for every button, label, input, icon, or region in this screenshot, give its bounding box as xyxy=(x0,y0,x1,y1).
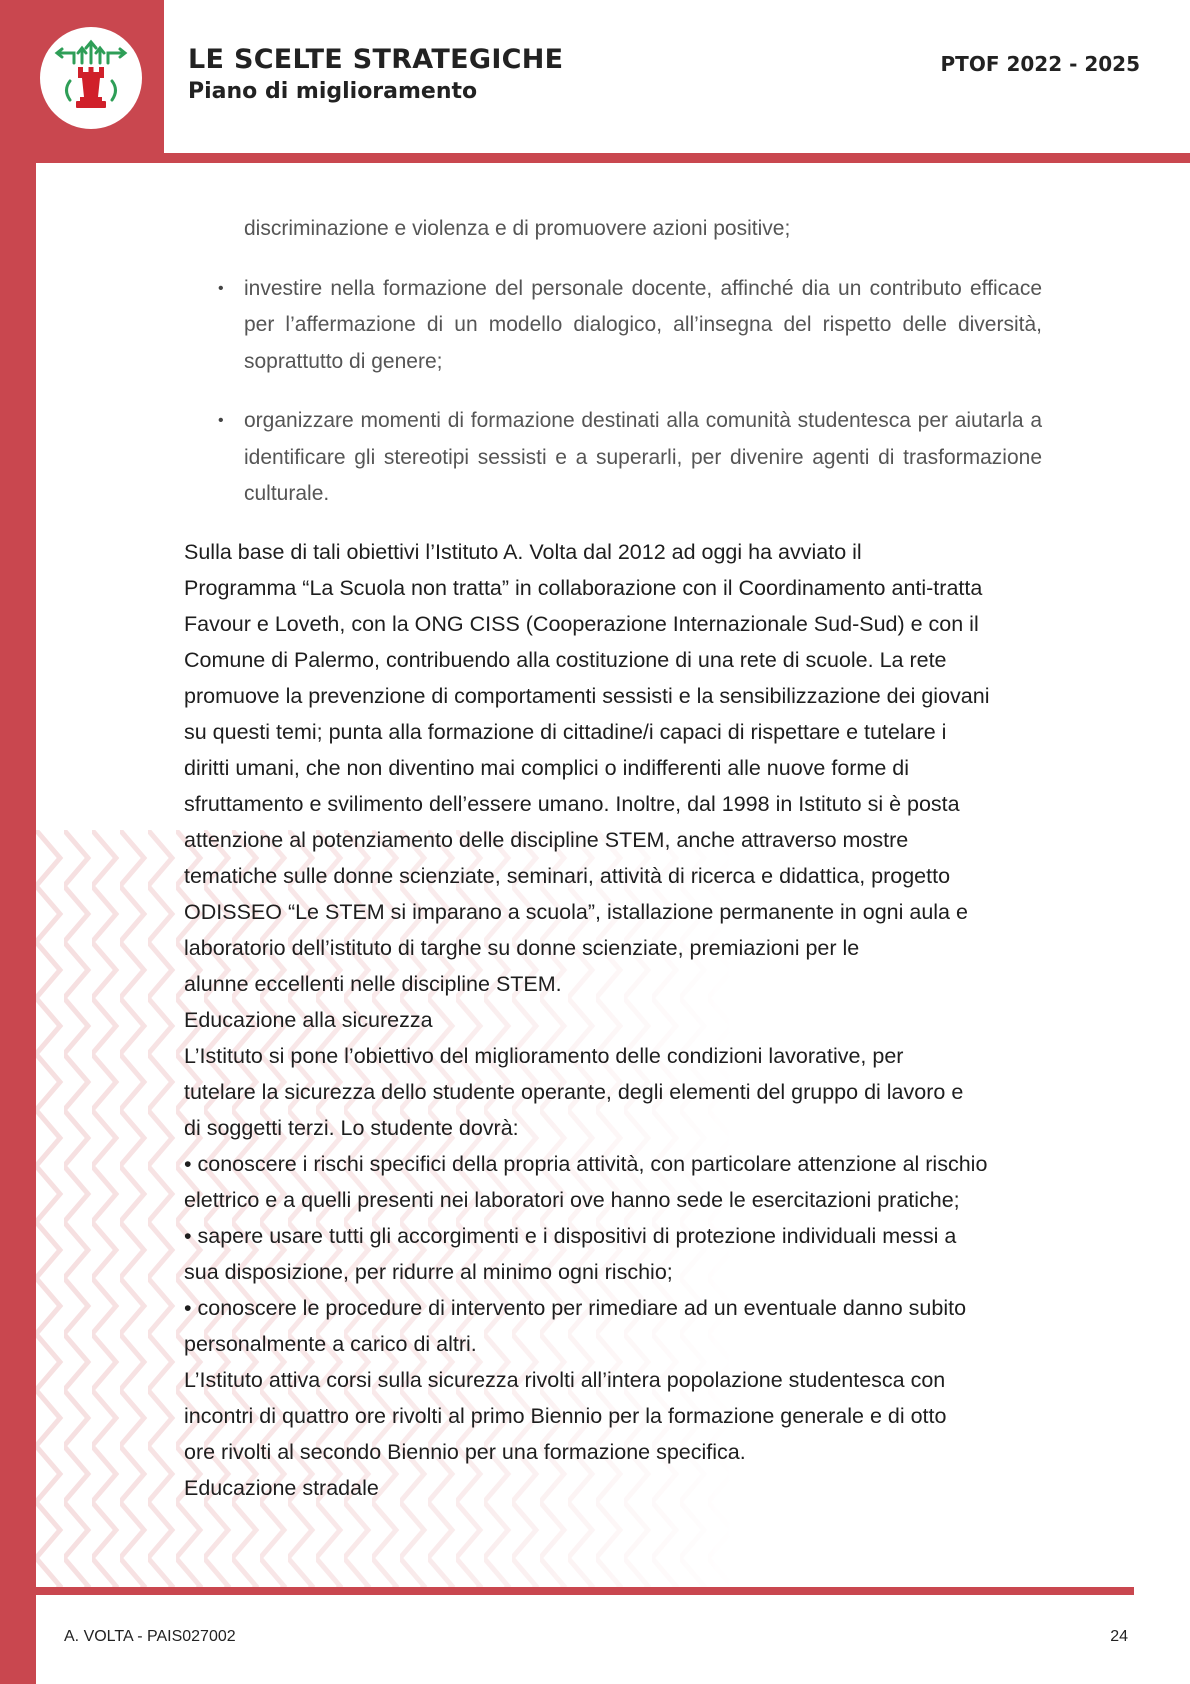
body-text xyxy=(184,534,1064,1506)
body-line: personalmente a carico di altri. xyxy=(184,1332,477,1356)
body-line: di soggetti terzi. Lo studente dovrà: xyxy=(184,1116,519,1140)
page-section-subtitle: Piano di miglioramento xyxy=(188,79,478,104)
body-line: laboratorio dell’istituto di targhe su donne scienziate, premiazioni per le xyxy=(184,936,860,960)
body-line: alunne eccellenti nelle discipline STEM. xyxy=(184,972,562,996)
body-line: diritti umani, che non diventino mai complici o indifferenti alle nuove forme di xyxy=(184,756,910,780)
body-line: sfruttamento e svilimento dell’essere umano. Inoltre, dal 1998 in Istituto si è posta xyxy=(184,792,960,816)
page-number: 24 xyxy=(1110,1628,1128,1645)
footer-divider xyxy=(36,1587,1134,1595)
body-line: L’Istituto attiva corsi sulla sicurezza rivolti all’intera popolazione studentesca con xyxy=(184,1368,946,1392)
body-line: sua disposizione, per ridurre al minimo ogni rischio; xyxy=(184,1260,673,1284)
bullet-continuation-text: discriminazione e violenza e di promuovere azioni positive; xyxy=(244,217,791,240)
body-line: ODISSEO “Le STEM si imparano a scuola”, istallazione permanente in ogni aula e xyxy=(184,900,968,924)
body-line: L’Istituto si pone l’obiettivo del miglioramento delle condizioni lavorative, per xyxy=(184,1044,904,1068)
body-line: tutelare la sicurezza dello studente operante, degli elementi del gruppo di lavoro e xyxy=(184,1080,964,1104)
list-item: • investire nella formazione del personale docente, affinché dia un contributo efficace per l’affermazione di un modello dialogico, all’insegna del rispetto delle diversità, soprattutto di genere; xyxy=(218,271,1042,381)
page-section-title: LE SCELTE STRATEGICHE xyxy=(188,44,564,75)
left-accent-band xyxy=(0,0,36,1684)
list-item: • organizzare momenti di formazione destinati alla comunità studentesca per aiutarla a identificare gli stereotipi sessisti e a superarli, per divenire agenti di trasformazione culturale. xyxy=(218,403,1042,513)
body-line: • sapere usare tutti gli accorgimenti e i dispositivi di protezione individuali messi a xyxy=(184,1224,957,1248)
school-logo xyxy=(40,27,142,129)
body-line: incontri di quattro ore rivolti al primo Biennio per la formazione generale e di otto xyxy=(184,1404,947,1428)
ptof-period-label: PTOF 2022 - 2025 xyxy=(940,52,1140,76)
body-line: tematiche sulle donne scienziate, seminari, attività di ricerca e didattica, progetto xyxy=(184,864,951,888)
body-line: ore rivolti al secondo Biennio per una formazione specifica. xyxy=(184,1440,746,1464)
body-line: Programma “La Scuola non tratta” in collaborazione con il Coordinamento anti-tratta xyxy=(184,576,983,600)
body-line: Educazione stradale xyxy=(184,1476,379,1500)
body-line: Educazione alla sicurezza xyxy=(184,1008,433,1032)
body-line: Comune di Palermo, contribuendo alla costituzione di una rete di scuole. La rete xyxy=(184,648,947,672)
header-divider xyxy=(164,153,1190,163)
body-line: • conoscere i rischi specifici della propria attività, con particolare attenzione al rischio xyxy=(184,1152,988,1176)
body-line: Sulla base di tali obiettivi l’Istituto A. Volta dal 2012 ad oggi ha avviato il xyxy=(184,540,862,564)
body-line: elettrico e a quelli presenti nei laboratori ove hanno sede le esercitazioni pratiche; xyxy=(184,1188,960,1212)
footer-school-code: A. VOLTA - PAIS027002 xyxy=(64,1628,236,1645)
body-line: promuove la prevenzione di comportamenti sessisti e la sensibilizzazione dei giovani xyxy=(184,684,990,708)
body-line: • conoscere le procedure di intervento per rimediare ad un eventuale danno subito xyxy=(184,1296,967,1320)
bullet-list xyxy=(218,211,1042,536)
school-rook-logo-icon xyxy=(40,27,142,129)
body-line: su questi temi; punta alla formazione di cittadine/i capaci di rispettare e tutelare i xyxy=(184,720,947,744)
body-line: attenzione al potenziamento delle discipline STEM, anche attraverso mostre xyxy=(184,828,909,852)
body-line: Favour e Loveth, con la ONG CISS (Cooperazione Internazionale Sud-Sud) e con il xyxy=(184,612,979,636)
